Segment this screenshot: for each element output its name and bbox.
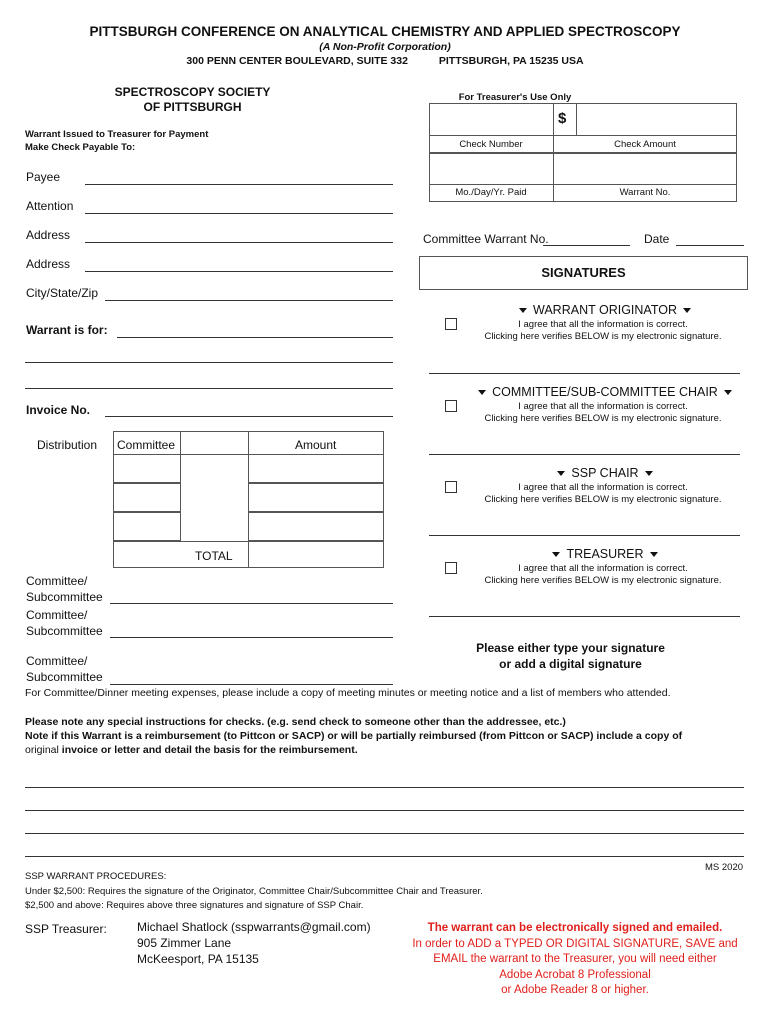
treasurer-signature-line[interactable] <box>429 616 740 617</box>
triangle-down-icon <box>650 552 658 557</box>
esign-notice-line4: or Adobe Reader 8 or higher. <box>501 984 649 996</box>
society-line2: OF PITTSBURGH <box>143 100 242 114</box>
triangle-down-icon <box>645 471 653 476</box>
verify-text: Clicking here verifies BELOW is my electronic signature. <box>484 413 722 424</box>
warrant-no-label: Warrant No. <box>619 187 671 198</box>
verify-text: Clicking here verifies BELOW is my electronic signature. <box>484 494 722 505</box>
instructions-line-2[interactable] <box>25 810 744 811</box>
form-subtitle: (A Non-Profit Corporation) <box>319 41 451 53</box>
originator-signature-line[interactable] <box>429 373 740 374</box>
esign-notice-line3: Adobe Acrobat 8 Professional <box>499 968 651 981</box>
role-originator <box>460 303 750 317</box>
triangle-down-icon <box>552 552 560 557</box>
role-treasurer-label: TREASURER <box>566 547 644 561</box>
date-paid-label: Mo./Day/Yr. Paid <box>455 187 527 198</box>
committee-field-3[interactable] <box>110 684 393 685</box>
agree-text: I agree that all the information is correct. <box>518 482 688 493</box>
warrant-issued-line1: Warrant Issued to Treasurer for Payment <box>25 129 209 140</box>
society-name <box>105 85 280 115</box>
check-amount-field[interactable] <box>578 104 736 135</box>
committee-label-2 <box>26 608 103 639</box>
committee-label-1 <box>26 574 103 605</box>
triangle-down-icon <box>519 308 527 313</box>
procedures-title: SSP WARRANT PROCEDURES: <box>25 871 167 882</box>
warrant-for-line3[interactable] <box>25 388 393 389</box>
treasurer-divider <box>553 135 554 153</box>
city-label: City/State/Zip <box>26 286 99 300</box>
committee-field-1[interactable] <box>110 603 393 604</box>
ssp-chair-checkbox[interactable] <box>445 481 457 493</box>
dollar-sign: $ <box>558 110 567 127</box>
payee-field[interactable] <box>85 184 393 185</box>
total-amount-field[interactable] <box>250 543 382 566</box>
committee-chair-checkbox[interactable] <box>445 400 457 412</box>
invoice-label: Invoice No. <box>26 403 91 417</box>
role-originator-label: WARRANT ORIGINATOR <box>533 303 677 317</box>
address2-label: Address <box>26 257 71 271</box>
reimbursement-note-b <box>25 744 358 756</box>
treasurer-use-title: For Treasurer's Use Only <box>458 92 572 103</box>
committee-label-line1: Committee/ <box>26 608 88 622</box>
treasurer-note <box>460 563 746 587</box>
role-ssp-chair <box>460 466 750 480</box>
street-address: 300 PENN CENTER BOULEVARD, SUITE 332 <box>186 55 408 67</box>
form-title: PITTSBURGH CONFERENCE ON ANALYTICAL CHEMISTRY AND APPLIED SPECTROSCOPY <box>89 24 681 39</box>
agree-text: I agree that all the information is correct. <box>518 563 688 574</box>
role-treasurer <box>460 547 750 561</box>
committee-label-line1: Committee/ <box>26 654 88 668</box>
treasurer-checkbox[interactable] <box>445 562 457 574</box>
ssp-chair-signature-line[interactable] <box>429 535 740 536</box>
committee-label-line2: Subcommittee <box>26 589 103 604</box>
committee-label-line2: Subcommittee <box>26 669 103 684</box>
committee-header: Committee <box>117 438 176 452</box>
treasurer-contact <box>137 919 371 967</box>
esign-notice-bold: The warrant can be electronically signed and emailed. <box>427 922 723 934</box>
treasurer-name: Michael Shatlock (sspwarrants@gmail.com) <box>137 920 371 934</box>
treasurer-label: SSP Treasurer: <box>25 922 107 936</box>
procedures-line2: $2,500 and above: Requires above three signatures and signature of SSP Chair. <box>25 900 364 911</box>
total-label: TOTAL <box>195 549 233 563</box>
treasurer-city: McKeesport, PA 15135 <box>137 952 259 966</box>
signatures-title: SIGNATURES <box>541 265 626 280</box>
form-address <box>0 55 770 67</box>
procedures <box>25 870 483 914</box>
city-address: PITTSBURGH, PA 15235 USA <box>438 55 584 67</box>
distribution-label: Distribution <box>37 438 98 452</box>
committee-warrant-field[interactable] <box>543 245 630 246</box>
city-field[interactable] <box>105 300 393 301</box>
esign-notice <box>410 921 740 999</box>
table-divider <box>248 541 249 568</box>
triangle-down-icon <box>478 390 486 395</box>
instructions-line-4[interactable] <box>25 856 744 857</box>
address1-label: Address <box>26 228 71 242</box>
signature-instructions <box>429 640 712 672</box>
triangle-down-icon <box>724 390 732 395</box>
procedures-line1: Under $2,500: Requires the signature of the Originator, Committee Chair/Subcommittee Chair and Treasurer. <box>25 885 483 897</box>
committee-chair-note <box>460 401 746 425</box>
date-paid-field[interactable] <box>429 153 554 184</box>
originator-checkbox[interactable] <box>445 318 457 330</box>
committee-cell-3[interactable] <box>113 512 181 541</box>
check-number-label: Check Number <box>459 139 523 150</box>
warrant-for-line2[interactable] <box>25 362 393 363</box>
payee-label: Payee <box>26 170 61 184</box>
signature-instructions-line2: or add a digital signature <box>499 657 642 671</box>
date-label: Date <box>644 232 670 246</box>
signature-instructions-line1: Please either type your signature <box>476 641 665 655</box>
committee-cell-2[interactable] <box>113 483 181 512</box>
role-ssp-chair-label: SSP CHAIR <box>571 466 639 480</box>
attention-label: Attention <box>26 199 74 213</box>
ssp-chair-note <box>460 482 746 506</box>
check-number-field[interactable] <box>429 103 554 135</box>
originator-note <box>460 319 746 343</box>
dinner-note: For Committee/Dinner meeting expenses, please include a copy of meeting minutes or meeting notice and a list of members who attended. <box>25 687 671 699</box>
triangle-down-icon <box>557 471 565 476</box>
address1-field[interactable] <box>85 242 393 243</box>
verify-text: Clicking here verifies BELOW is my electronic signature. <box>484 575 722 586</box>
reimbursement-bold: invoice or letter and detail the basis for the reimbursement. <box>61 744 358 756</box>
reimbursement-note-a: Note if this Warrant is a reimbursement (to Pittcon or SACP) or will be partially reimbursed (from Pittcon or SACP) include a copy of <box>25 730 683 742</box>
amount-header: Amount <box>295 438 337 452</box>
committee-label-3 <box>26 654 103 685</box>
committee-label-line2: Subcommittee <box>26 623 103 638</box>
amount-cell-1[interactable] <box>248 454 384 483</box>
esign-notice-line2: EMAIL the warrant to the Treasurer, you will need either <box>433 953 717 965</box>
instructions-line-1[interactable] <box>25 787 744 788</box>
triangle-down-icon <box>683 308 691 313</box>
treasurer-street: 905 Zimmer Lane <box>137 936 232 950</box>
amount-cell-3[interactable] <box>248 512 384 541</box>
amount-cell-2[interactable] <box>248 483 384 512</box>
committee-cell-1[interactable] <box>113 454 181 483</box>
committee-warrant-label: Committee Warrant No. <box>423 232 549 246</box>
date-field[interactable] <box>676 245 744 246</box>
special-instructions: Please note any special instructions for checks. (e.g. send check to someone other than the addressee, etc.) <box>25 716 566 728</box>
verify-text: Clicking here verifies BELOW is my electronic signature. <box>484 331 722 342</box>
instructions-line-3[interactable] <box>25 833 744 834</box>
agree-text: I agree that all the information is correct. <box>518 319 688 330</box>
role-committee-chair <box>460 385 750 399</box>
attention-field[interactable] <box>85 213 393 214</box>
warrant-for-field[interactable] <box>117 337 393 338</box>
treasurer-divider <box>429 184 737 185</box>
treasurer-divider <box>429 135 737 136</box>
address2-field[interactable] <box>85 271 393 272</box>
warrant-issued <box>25 128 208 154</box>
warrant-for-label: Warrant is for: <box>26 323 108 337</box>
warrant-no-field[interactable] <box>554 154 736 184</box>
committee-field-2[interactable] <box>110 637 393 638</box>
society-line1: SPECTROSCOPY SOCIETY <box>114 85 271 99</box>
check-amount-label: Check Amount <box>614 139 676 150</box>
agree-text: I agree that all the information is correct. <box>518 401 688 412</box>
invoice-field[interactable] <box>105 416 393 417</box>
warrant-issued-line2: Make Check Payable To: <box>25 142 136 153</box>
esign-notice-line1: In order to ADD a TYPED OR DIGITAL SIGNATURE, SAVE and <box>412 937 738 950</box>
role-committee-chair-label: COMMITTEE/SUB-COMMITTEE CHAIR <box>492 385 718 399</box>
form-code: MS 2020 <box>705 862 744 873</box>
reimbursement-plain: original <box>25 744 62 756</box>
committee-chair-signature-line[interactable] <box>429 454 740 455</box>
committee-label-line1: Committee/ <box>26 574 88 588</box>
